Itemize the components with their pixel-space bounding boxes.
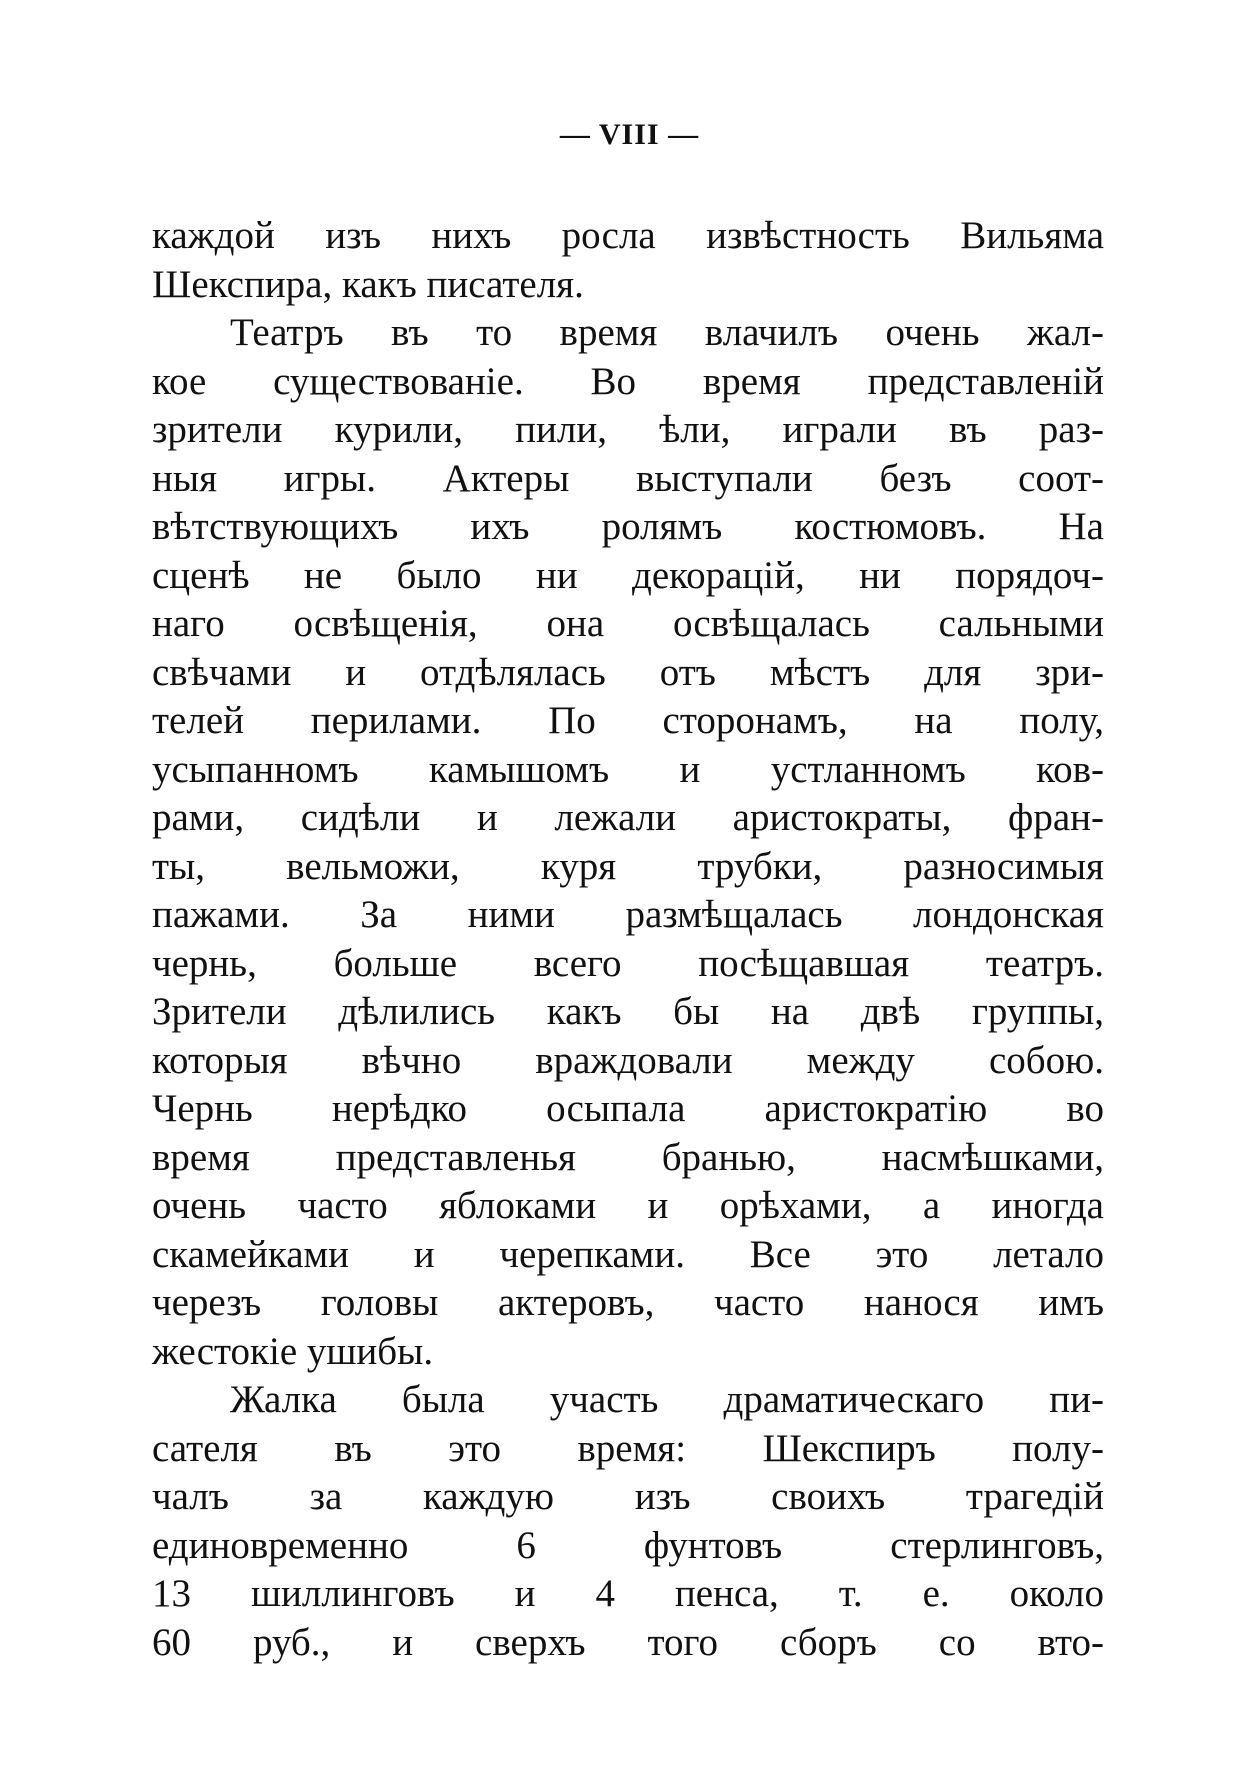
text-line: сателя въ это время: Шекспиръ полу- — [152, 1426, 1104, 1470]
page-number: — VIII — — [559, 118, 700, 151]
text-line: Зрители дѣлились какъ бы на двѣ группы, — [152, 990, 1104, 1033]
text-line: 13 шиллинговъ и 4 пенса, т. е. около — [152, 1572, 1104, 1615]
text-line: наго освѣщенія, она освѣщалась сальными — [152, 602, 1104, 645]
text-line: Шекспира, какъ писателя. — [152, 262, 584, 306]
text-line: чернь, больше всего посѣщавшая театръ. — [152, 941, 1104, 985]
text-line: каждой изъ нихъ росла извѣстность Вильяма — [152, 214, 1104, 257]
text-line: Театръ въ то время влачилъ очень жал- — [230, 311, 1104, 354]
text-line: рами, сидѣли и лежали аристократы, фран- — [152, 796, 1104, 839]
text-line: ныя игры. Актеры выступали безъ соот- — [152, 456, 1104, 500]
body-text — [152, 212, 1104, 1667]
text-line: сценѣ не было ни декорацій, ни порядоч- — [152, 553, 1104, 597]
text-line: единовременно 6 фунтовъ стерлинговъ, — [152, 1523, 1104, 1567]
text-line: вѣтствующихъ ихъ ролямъ костюмовъ. На — [152, 505, 1104, 548]
text-line: Чернь нерѣдко осыпала аристократію во — [152, 1087, 1104, 1130]
text-line: черезъ головы актеровъ, часто нанося имъ — [152, 1281, 1104, 1324]
text-line: кое существованіе. Во время представленій — [152, 359, 1104, 403]
text-line: чалъ за каждую изъ своихъ трагедій — [152, 1475, 1104, 1518]
text-line: ты, вельможи, куря трубки, разносимыя — [152, 844, 1104, 888]
text-line: которыя вѣчно враждовали между собою. — [152, 1038, 1104, 1082]
text-line: свѣчами и отдѣлялась отъ мѣстъ для зри- — [152, 650, 1104, 694]
text-line: зрители курили, пили, ѣли, играли въ раз- — [152, 408, 1104, 451]
text-line: телей перилами. По сторонамъ, на полу, — [152, 699, 1104, 742]
text-line: пажами. За ними размѣщалась лондонская — [152, 893, 1104, 936]
text-line: Жалка была участь драматическаго пи- — [230, 1378, 1104, 1421]
text-line: 60 руб., и сверхъ того сборъ со вто- — [152, 1620, 1104, 1664]
text-line: время представленья бранью, насмѣшками, — [152, 1135, 1104, 1179]
text-line: жестокіе ушибы. — [152, 1329, 434, 1373]
text-line: усыпанномъ камышомъ и устланномъ ков- — [152, 747, 1104, 791]
text-line: скамейками и черепками. Все это летало — [152, 1232, 1104, 1276]
text-line: очень часто яблоками и орѣхами, а иногда — [152, 1184, 1104, 1227]
